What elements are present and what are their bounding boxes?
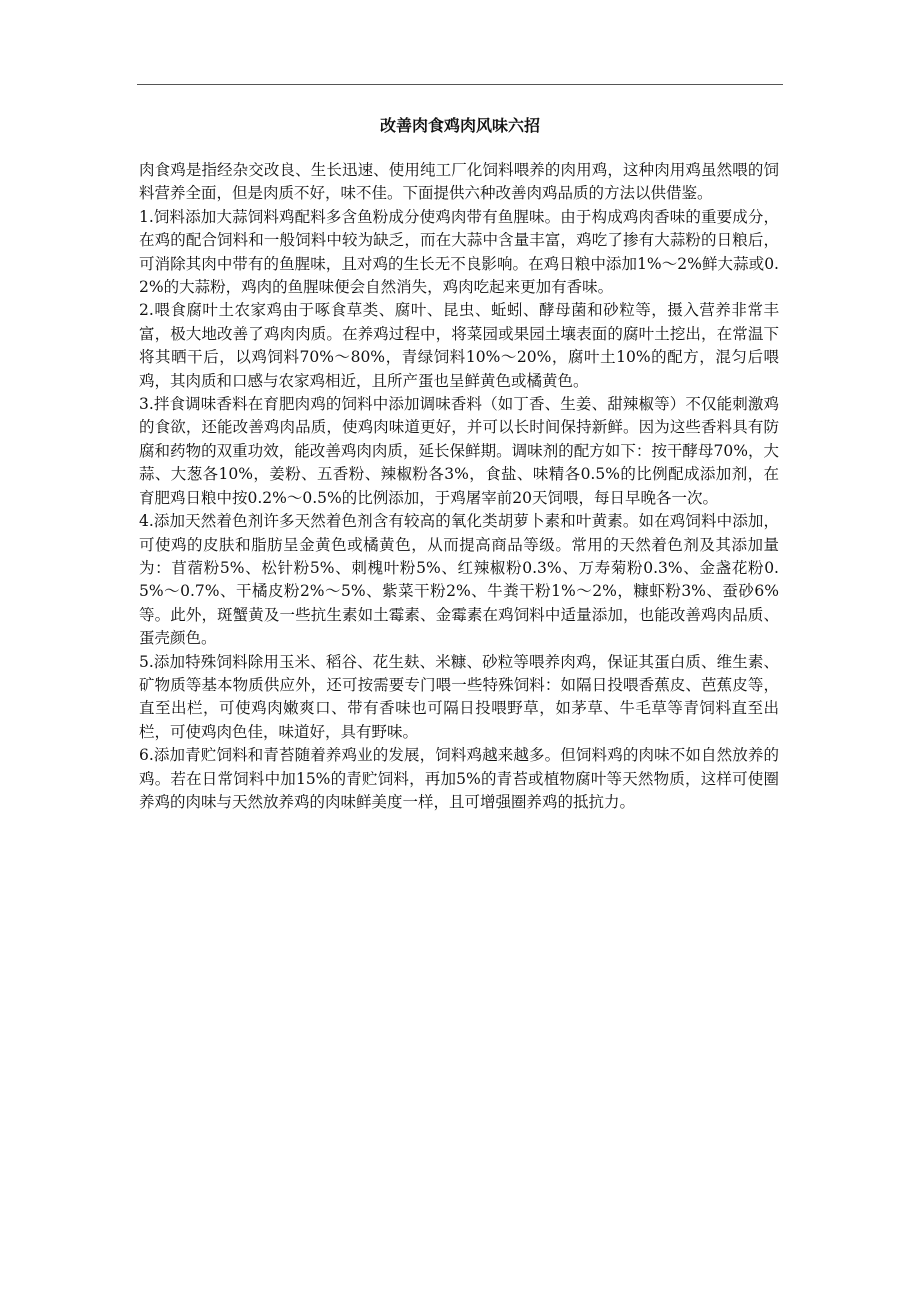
method-5-special-feed-paragraph: 5.添加特殊饲料除用玉米、稻谷、花生麸、米糠、砂粒等喂养肉鸡，保证其蛋白质、维生素、矿物质等基本物质供应外，还可按需要专门喂一些特殊饲料：如隔日投喂香蕉皮、芭蕉皮等，直至出栏，可使鸡肉嫩爽口、带有香味也可隔日投喂野草，如茅草、牛毛草等青饲料直至出栏，可使鸡肉色佳，味道好，具有野味。 [139,652,779,741]
method-2-humus-soil-paragraph: 2.喂食腐叶土农家鸡由于啄食草类、腐叶、昆虫、蚯蚓、酵母菌和砂粒等，摄入营养非常丰富，极大地改善了鸡肉肉质。在养鸡过程中，将菜园或果园土壤表面的腐叶土挖出，在常温下将其晒干后，以鸡饲料70%～80%，青绿饲料10%～20%，腐叶土10%的配方，混匀后喂鸡，其肉质和口感与农家鸡相近，且所产蛋也呈鲜黄色或橘黄色。 [139,301,779,390]
method-3-spices-paragraph: 3.拌食调味香料在育肥肉鸡的饲料中添加调味香料（如丁香、生姜、甜辣椒等）不仅能刺激鸡的食欲，还能改善鸡肉品质，使鸡肉味道更好，并可以长时间保持新鲜。因为这些香料具有防腐和药物的双重功效，能改善鸡肉肉质，延长保鲜期。调味剂的配方如下：按干酵母70%，大蒜、大葱各10%，姜粉、五香粉、辣椒粉各3%，食盐、味精各0.5%的比例配成添加剂，在育肥鸡日粮中按0.2%～0.5%的比例添加，于鸡屠宰前20天饲喂，每日早晚各一次。 [139,395,779,507]
method-6-silage-moss-paragraph: 6.添加青贮饲料和青苔随着养鸡业的发展，饲料鸡越来越多。但饲料鸡的肉味不如自然放养的鸡。若在日常饲料中加15%的青贮饲料，再加5%的青苔或植物腐叶等天然物质，这样可使圈养鸡的肉味与天然放养鸡的肉味鲜美度一样，且可增强圈养鸡的抵抗力。 [139,746,779,811]
document-title: 改善肉食鸡肉风味六招 [379,116,540,135]
document-body [139,159,779,814]
method-1-garlic-paragraph: 1.饲料添加大蒜饲料鸡配料多含鱼粉成分使鸡肉带有鱼腥味。由于构成鸡肉香味的重要成分，在鸡的配合饲料和一般饲料中较为缺乏，而在大蒜中含量丰富，鸡吃了掺有大蒜粉的日粮后，可消除其肉中带有的鱼腥味，且对鸡的生长无不良影响。在鸡日粮中添加1%～2%鲜大蒜或0.2%的大蒜粉，鸡肉的鱼腥味便会自然消失，鸡肉吃起来更加有香味。 [139,207,779,297]
method-4-colorant-paragraph: 4.添加天然着色剂许多天然着色剂含有较高的氧化类胡萝卜素和叶黄素。如在鸡饲料中添加，可使鸡的皮肤和脂肪呈金黄色或橘黄色，从而提高商品等级。常用的天然着色剂及其添加量为：苜蓿粉5%、松针粉5%、刺槐叶粉5%、红辣椒粉0.3%、万寿菊粉0.3%、金盏花粉0.5%～0.7%、干橘皮粉2%～5%、紫菜干粉2%、牛粪干粉1%～2%，糠虾粉3%、蚕砂6%等。此外，斑蟹黄及一些抗生素如土霉素、金霉素在鸡饲料中适量添加，也能改善鸡肉品质、蛋壳颜色。 [139,512,779,648]
header-rule [137,84,783,85]
intro-paragraph: 肉食鸡是指经杂交改良、生长迅速、使用纯工厂化饲料喂养的肉用鸡，这种肉用鸡虽然喂的饲料营养全面，但是肉质不好，味不佳。下面提供六种改善肉鸡品质的方法以供借鉴。 [139,161,779,203]
